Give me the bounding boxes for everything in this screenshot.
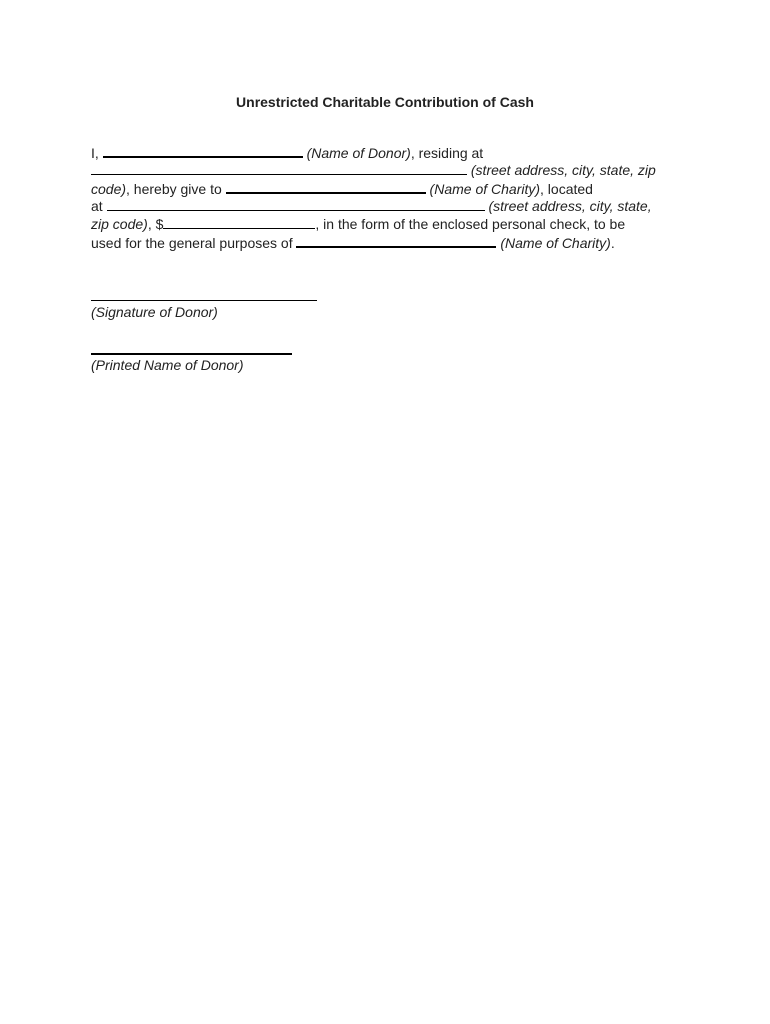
text-period: . [610, 235, 615, 251]
text-located: , located [540, 181, 593, 197]
body-line-2 [91, 161, 656, 179]
charity-name-blank[interactable] [226, 179, 426, 194]
text-form-of-check: , in the form of the enclosed personal check, to be [315, 216, 626, 232]
body-line-6 [91, 233, 615, 252]
street-address-state-hint: (street address, city, state, [488, 198, 652, 214]
signature-line[interactable] [91, 300, 317, 301]
document-title: Unrestricted Charitable Contribution of Cash [236, 94, 534, 110]
name-of-charity-end-hint: (Name of Charity) [500, 235, 611, 251]
zip-code-hint: zip code) [91, 216, 148, 232]
body-line-5 [91, 215, 625, 233]
purpose-charity-blank[interactable] [296, 233, 496, 248]
charity-address-blank[interactable] [107, 197, 485, 211]
code-hint: code) [91, 181, 127, 197]
printed-name-line[interactable] [91, 353, 292, 355]
text-dollar: , $ [147, 216, 164, 232]
text-at: at [91, 198, 103, 214]
name-of-charity-hint: (Name of Charity) [429, 181, 541, 197]
text-residing-at: , residing at [410, 145, 484, 161]
text-i: I, [91, 145, 99, 161]
signature-label: (Signature of Donor) [91, 304, 218, 320]
body-line-3 [91, 179, 593, 198]
printed-name-label: (Printed Name of Donor) [91, 357, 244, 373]
donor-name-blank[interactable] [103, 143, 303, 158]
body-line-4 [91, 197, 652, 215]
name-of-donor-hint: (Name of Donor) [306, 145, 411, 161]
text-used-for: used for the general purposes of [91, 235, 293, 251]
body-line-1 [91, 143, 483, 162]
amount-blank[interactable] [163, 215, 315, 229]
street-address-hint: (street address, city, state, zip [470, 162, 656, 178]
donor-address-blank[interactable] [91, 161, 467, 175]
text-hereby-give-to: , hereby give to [126, 181, 222, 197]
